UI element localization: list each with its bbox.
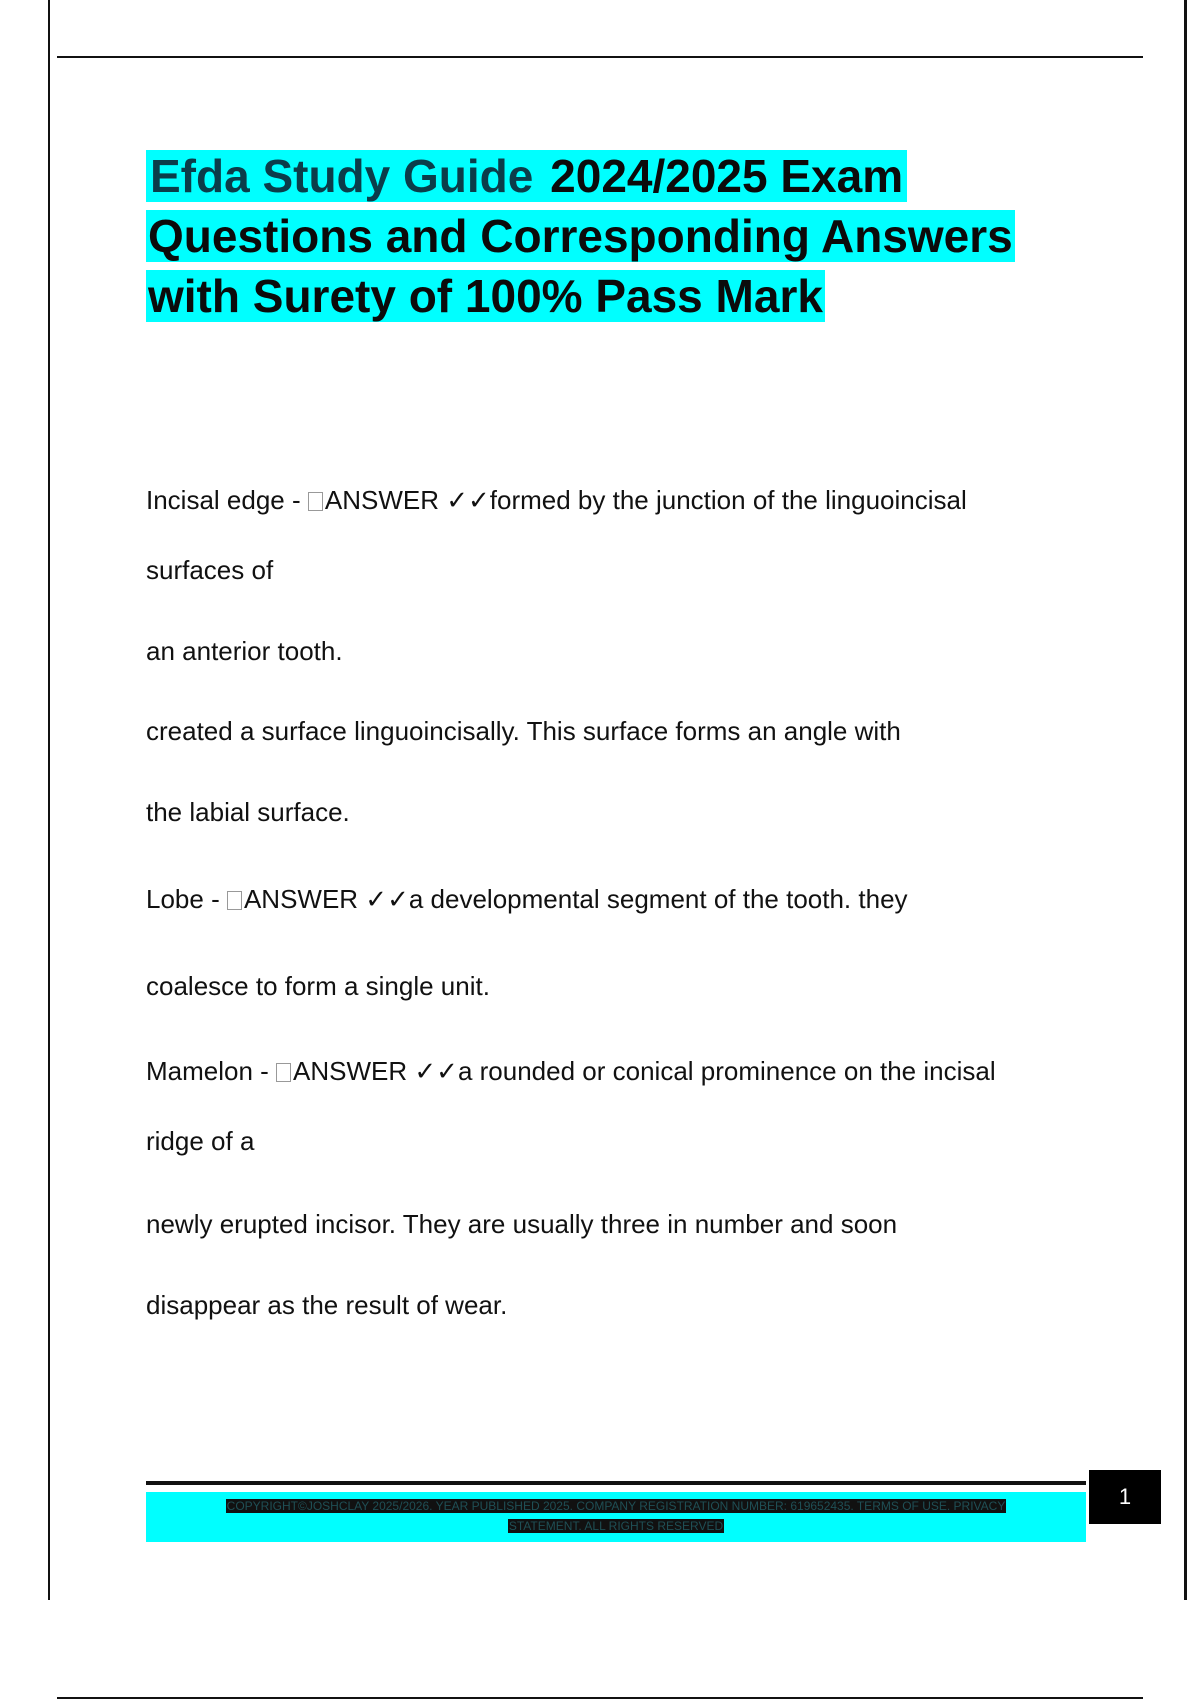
missing-glyph-icon: [308, 492, 323, 511]
next-page-rule: [57, 1697, 1143, 1699]
answer-text: ANSWER ✓✓formed by the junction of the linguoincisal: [324, 485, 967, 515]
footer-line-1: COPYRIGHT©JOSHCLAY 2025/2026. YEAR PUBLISHED 2025. COMPANY REGISTRATION NUMBER: 619652435. TERMS OF USE. PRIVACY: [226, 1499, 1006, 1513]
term-line-mamelon: [146, 1056, 996, 1086]
body-line: surfaces of: [146, 555, 274, 585]
title-line-3: [146, 266, 1106, 326]
answer-text: ANSWER ✓✓a rounded or conical prominence on the incisal: [293, 1056, 996, 1086]
title-accent-text: Efda Study Guide: [150, 150, 534, 202]
page-border-left: [48, 0, 50, 1600]
title-highlight-1: [146, 150, 907, 202]
term-label: Lobe -: [146, 884, 227, 914]
term-label: Incisal edge -: [146, 485, 308, 515]
answer-text: ANSWER ✓✓a developmental segment of the tooth. they: [243, 884, 908, 914]
page-border-right: [1184, 0, 1187, 1600]
term-line-incisal-edge: [146, 485, 967, 515]
body-line: disappear as the result of wear.: [146, 1290, 508, 1320]
missing-glyph-icon: [276, 1063, 291, 1082]
footer-line-2: STATEMENT. ALL RIGHTS RESERVED: [508, 1519, 724, 1533]
title-line-2-text: Questions and Corresponding Answers: [148, 210, 1013, 262]
title-line-2: [146, 206, 1106, 266]
body-line: the labial surface.: [146, 797, 350, 827]
body-line: newly erupted incisor. They are usually three in number and soon: [146, 1209, 898, 1239]
header-rule: [57, 56, 1143, 58]
body-line: ridge of a: [146, 1126, 255, 1156]
title-line-3-text: with Surety of 100% Pass Mark: [148, 270, 823, 322]
body-line: coalesce to form a single unit.: [146, 971, 490, 1001]
footer-rule: [146, 1481, 1086, 1485]
document-title: [146, 146, 1106, 326]
missing-glyph-icon: [227, 891, 242, 910]
footer-copyright: [146, 1492, 1086, 1542]
page-number: 1: [1089, 1470, 1161, 1524]
body-line: created a surface linguoincisally. This surface forms an angle with: [146, 716, 901, 746]
term-line-lobe: [146, 884, 908, 914]
body-line: an anterior tooth.: [146, 636, 343, 666]
title-line-1: [146, 146, 1106, 206]
term-label: Mamelon -: [146, 1056, 277, 1086]
title-line-1-text: 2024/2025 Exam: [537, 150, 904, 202]
